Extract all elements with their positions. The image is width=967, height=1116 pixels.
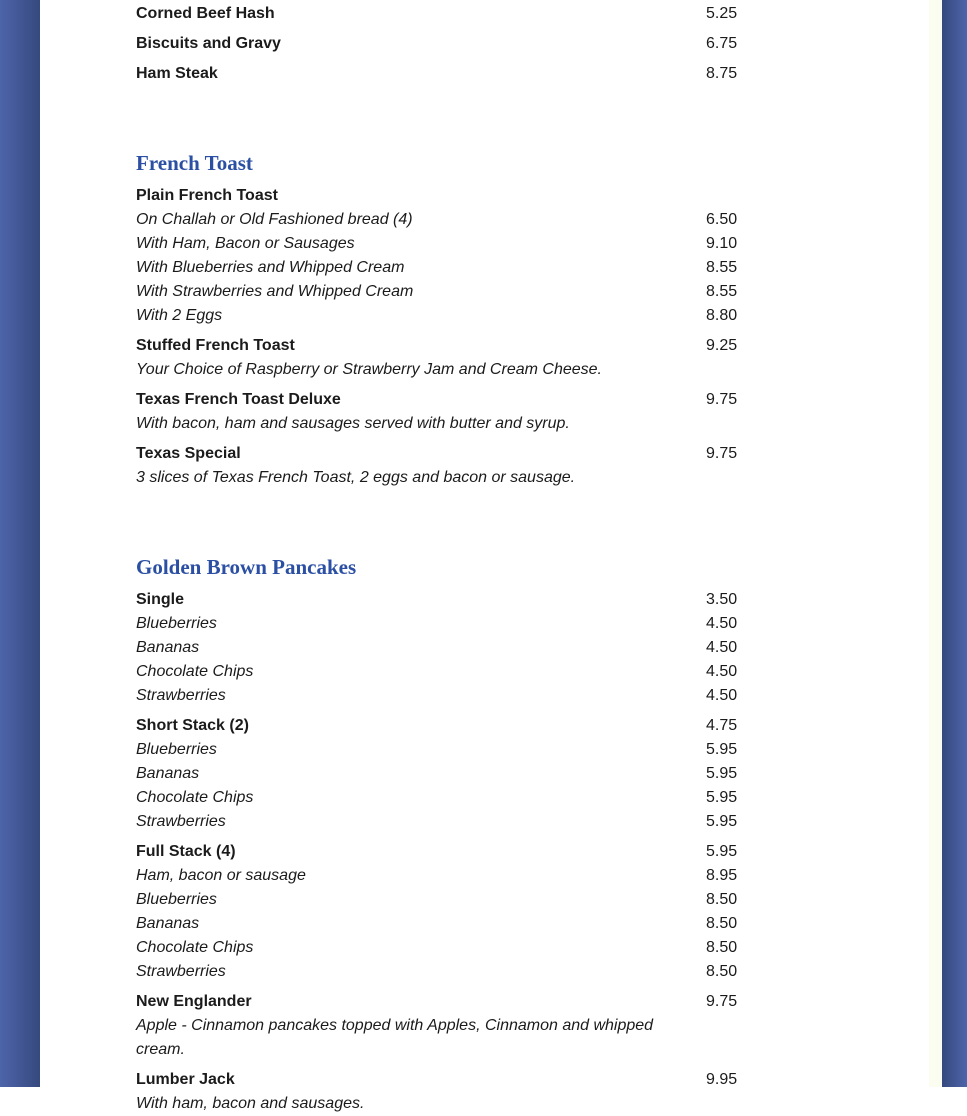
item-name: Your Choice of Raspberry or Strawberry Jam and Cream Cheese. [136,361,602,378]
item-price: 8.55 [706,259,738,276]
item-name: Texas Special [136,445,241,462]
item-name: 3 slices of Texas French Toast, 2 eggs and bacon or sausage. [136,469,576,486]
item-name: Lumber Jack [136,1071,235,1088]
menu-item-row [136,1014,752,1062]
menu-item-row [136,840,752,864]
menu-item-row [136,412,752,436]
menu-item-row [136,660,752,684]
item-name: With ham, bacon and sausages. [136,1095,365,1112]
item-name: Chocolate Chips [136,789,254,806]
item-price: 8.50 [706,891,738,908]
item-name: Texas French Toast Deluxe [136,391,341,408]
item-price: 6.50 [706,211,738,228]
item-name: With 2 Eggs [136,307,223,324]
item-name: Strawberries [136,963,226,980]
menu-item-row [136,762,752,786]
menu-item-row [136,684,752,708]
page-right-margin-strip [929,0,942,1087]
item-name: Blueberries [136,615,217,632]
menu-item-row [136,256,752,280]
menu-item-row [136,208,752,232]
item-name: Full Stack (4) [136,843,236,860]
item-price: 6.75 [706,35,738,52]
item-name: Blueberries [136,891,217,908]
item-name: New Englander [136,993,252,1010]
menu-item-row [136,714,752,738]
menu-item-row [136,990,752,1014]
page-right-border [942,0,967,1087]
menu-section [136,2,752,86]
item-price: 4.50 [706,639,738,656]
item-name: With bacon, ham and sausages served with butter and syrup. [136,415,570,432]
item-price: 8.95 [706,867,738,884]
item-price: 4.50 [706,663,738,680]
section-title: Golden Brown Pancakes [136,555,357,579]
menu-content [136,2,752,1116]
menu-item-row [136,2,752,26]
item-price: 3.50 [706,591,738,608]
item-price: 8.50 [706,915,738,932]
item-price: 5.95 [706,813,738,830]
menu-item-row [136,442,752,466]
item-name: With Ham, Bacon or Sausages [136,235,355,252]
item-price: 4.50 [706,687,738,704]
item-name: Single [136,591,185,608]
item-name: Bananas [136,915,200,932]
menu-item-row [136,888,752,912]
item-price: 8.50 [706,963,738,980]
item-name: Biscuits and Gravy [136,35,281,52]
item-name: Short Stack (2) [136,717,249,734]
menu-item-row [136,636,752,660]
item-name: Strawberries [136,813,226,830]
item-name: With Blueberries and Whipped Cream [136,259,405,276]
item-name: Ham Steak [136,65,218,82]
menu-section [136,552,752,1116]
menu-item-row [136,864,752,888]
menu-item-row [136,304,752,328]
menu-item-row [136,334,752,358]
item-name: Stuffed French Toast [136,337,295,354]
item-name: Chocolate Chips [136,939,254,956]
menu-item-row [136,232,752,256]
item-price: 5.95 [706,741,738,758]
item-price: 4.75 [706,717,738,734]
menu-item-row [136,912,752,936]
item-name: Corned Beef Hash [136,5,275,22]
menu-item-row [136,62,752,86]
menu-item-row [136,1068,752,1092]
item-price: 9.75 [706,445,738,462]
item-price: 8.80 [706,307,738,324]
item-price: 9.75 [706,993,738,1010]
item-price: 8.55 [706,283,738,300]
item-price: 5.95 [706,789,738,806]
menu-item-row [136,960,752,984]
item-price: 5.25 [706,5,738,22]
item-name: Bananas [136,765,200,782]
item-price: 9.95 [706,1071,738,1088]
item-price: 8.75 [706,65,738,82]
item-price: 8.50 [706,939,738,956]
item-name: Ham, bacon or sausage [136,867,306,884]
menu-item-row [136,588,752,612]
menu-item-row [136,388,752,412]
item-price: 4.50 [706,615,738,632]
menu-item-row [136,466,752,490]
item-price: 9.75 [706,391,738,408]
page-left-border [0,0,40,1087]
menu-item-row [136,786,752,810]
item-name: Bananas [136,639,200,656]
menu-item-row [136,1092,752,1116]
item-price: 9.25 [706,337,738,354]
item-name: Strawberries [136,687,226,704]
item-name: Apple - Cinnamon pancakes topped with Apples, Cinnamon and whipped cream. [136,1017,654,1058]
menu-item-row [136,184,752,208]
menu-item-row [136,358,752,382]
item-price: 5.95 [706,843,738,860]
menu-section [136,148,752,490]
item-name: Blueberries [136,741,217,758]
item-name: Chocolate Chips [136,663,254,680]
menu-item-row [136,738,752,762]
item-name: With Strawberries and Whipped Cream [136,283,414,300]
menu-item-row [136,280,752,304]
menu-item-row [136,32,752,56]
item-price: 9.10 [706,235,738,252]
menu-item-row [136,936,752,960]
section-title: French Toast [136,151,253,175]
item-name: On Challah or Old Fashioned bread (4) [136,211,413,228]
menu-item-row [136,810,752,834]
item-price: 5.95 [706,765,738,782]
item-name: Plain French Toast [136,187,278,204]
menu-item-row [136,612,752,636]
